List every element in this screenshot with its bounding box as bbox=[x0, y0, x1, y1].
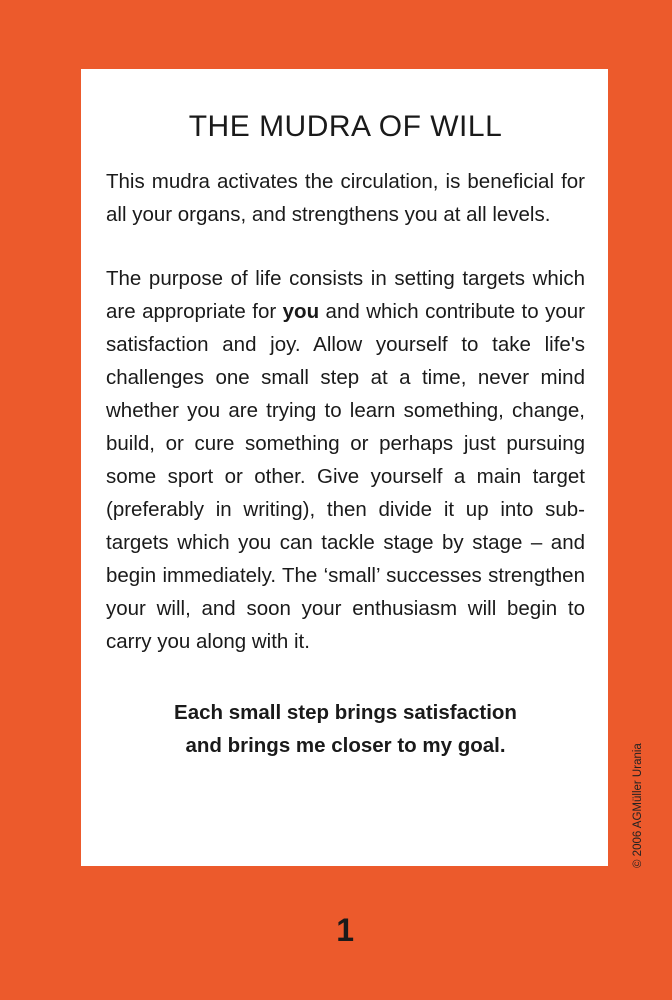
affirmation bbox=[106, 696, 585, 762]
copyright-notice: © 2006 AGMüller Urania bbox=[632, 743, 644, 868]
text-card bbox=[81, 69, 608, 866]
affirmation-line-2: and brings me closer to my goal. bbox=[185, 734, 506, 757]
body-emphasis: you bbox=[282, 300, 320, 323]
body-paragraph bbox=[106, 262, 585, 658]
affirmation-line-1: Each small step brings satisfaction bbox=[174, 701, 517, 724]
body-text-end: and which contribute to your satisfaction and joy. Allow yourself to take life's challenges one small step at a time, never mind whether you are trying to learn something, change, build, or cure something or perhaps just pursuing some sport or other. Give yourself a main target (preferably in writing), then divide it up into sub-targets which you can tackle stage by stage – and begin immediately. The ‘small’ successes strengthen your will, and soon your enthusiasm will begin to carry you along with it. bbox=[106, 300, 585, 653]
card-title: THE MUDRA OF WILL bbox=[188, 110, 503, 143]
page-number: 1 bbox=[336, 912, 354, 948]
body-text-start: The purpose of life consists in setting targets which are appropriate for bbox=[106, 267, 585, 323]
intro-paragraph: This mudra activates the circulation, is beneficial for all your organs, and strengthens you at all levels. bbox=[106, 170, 585, 226]
